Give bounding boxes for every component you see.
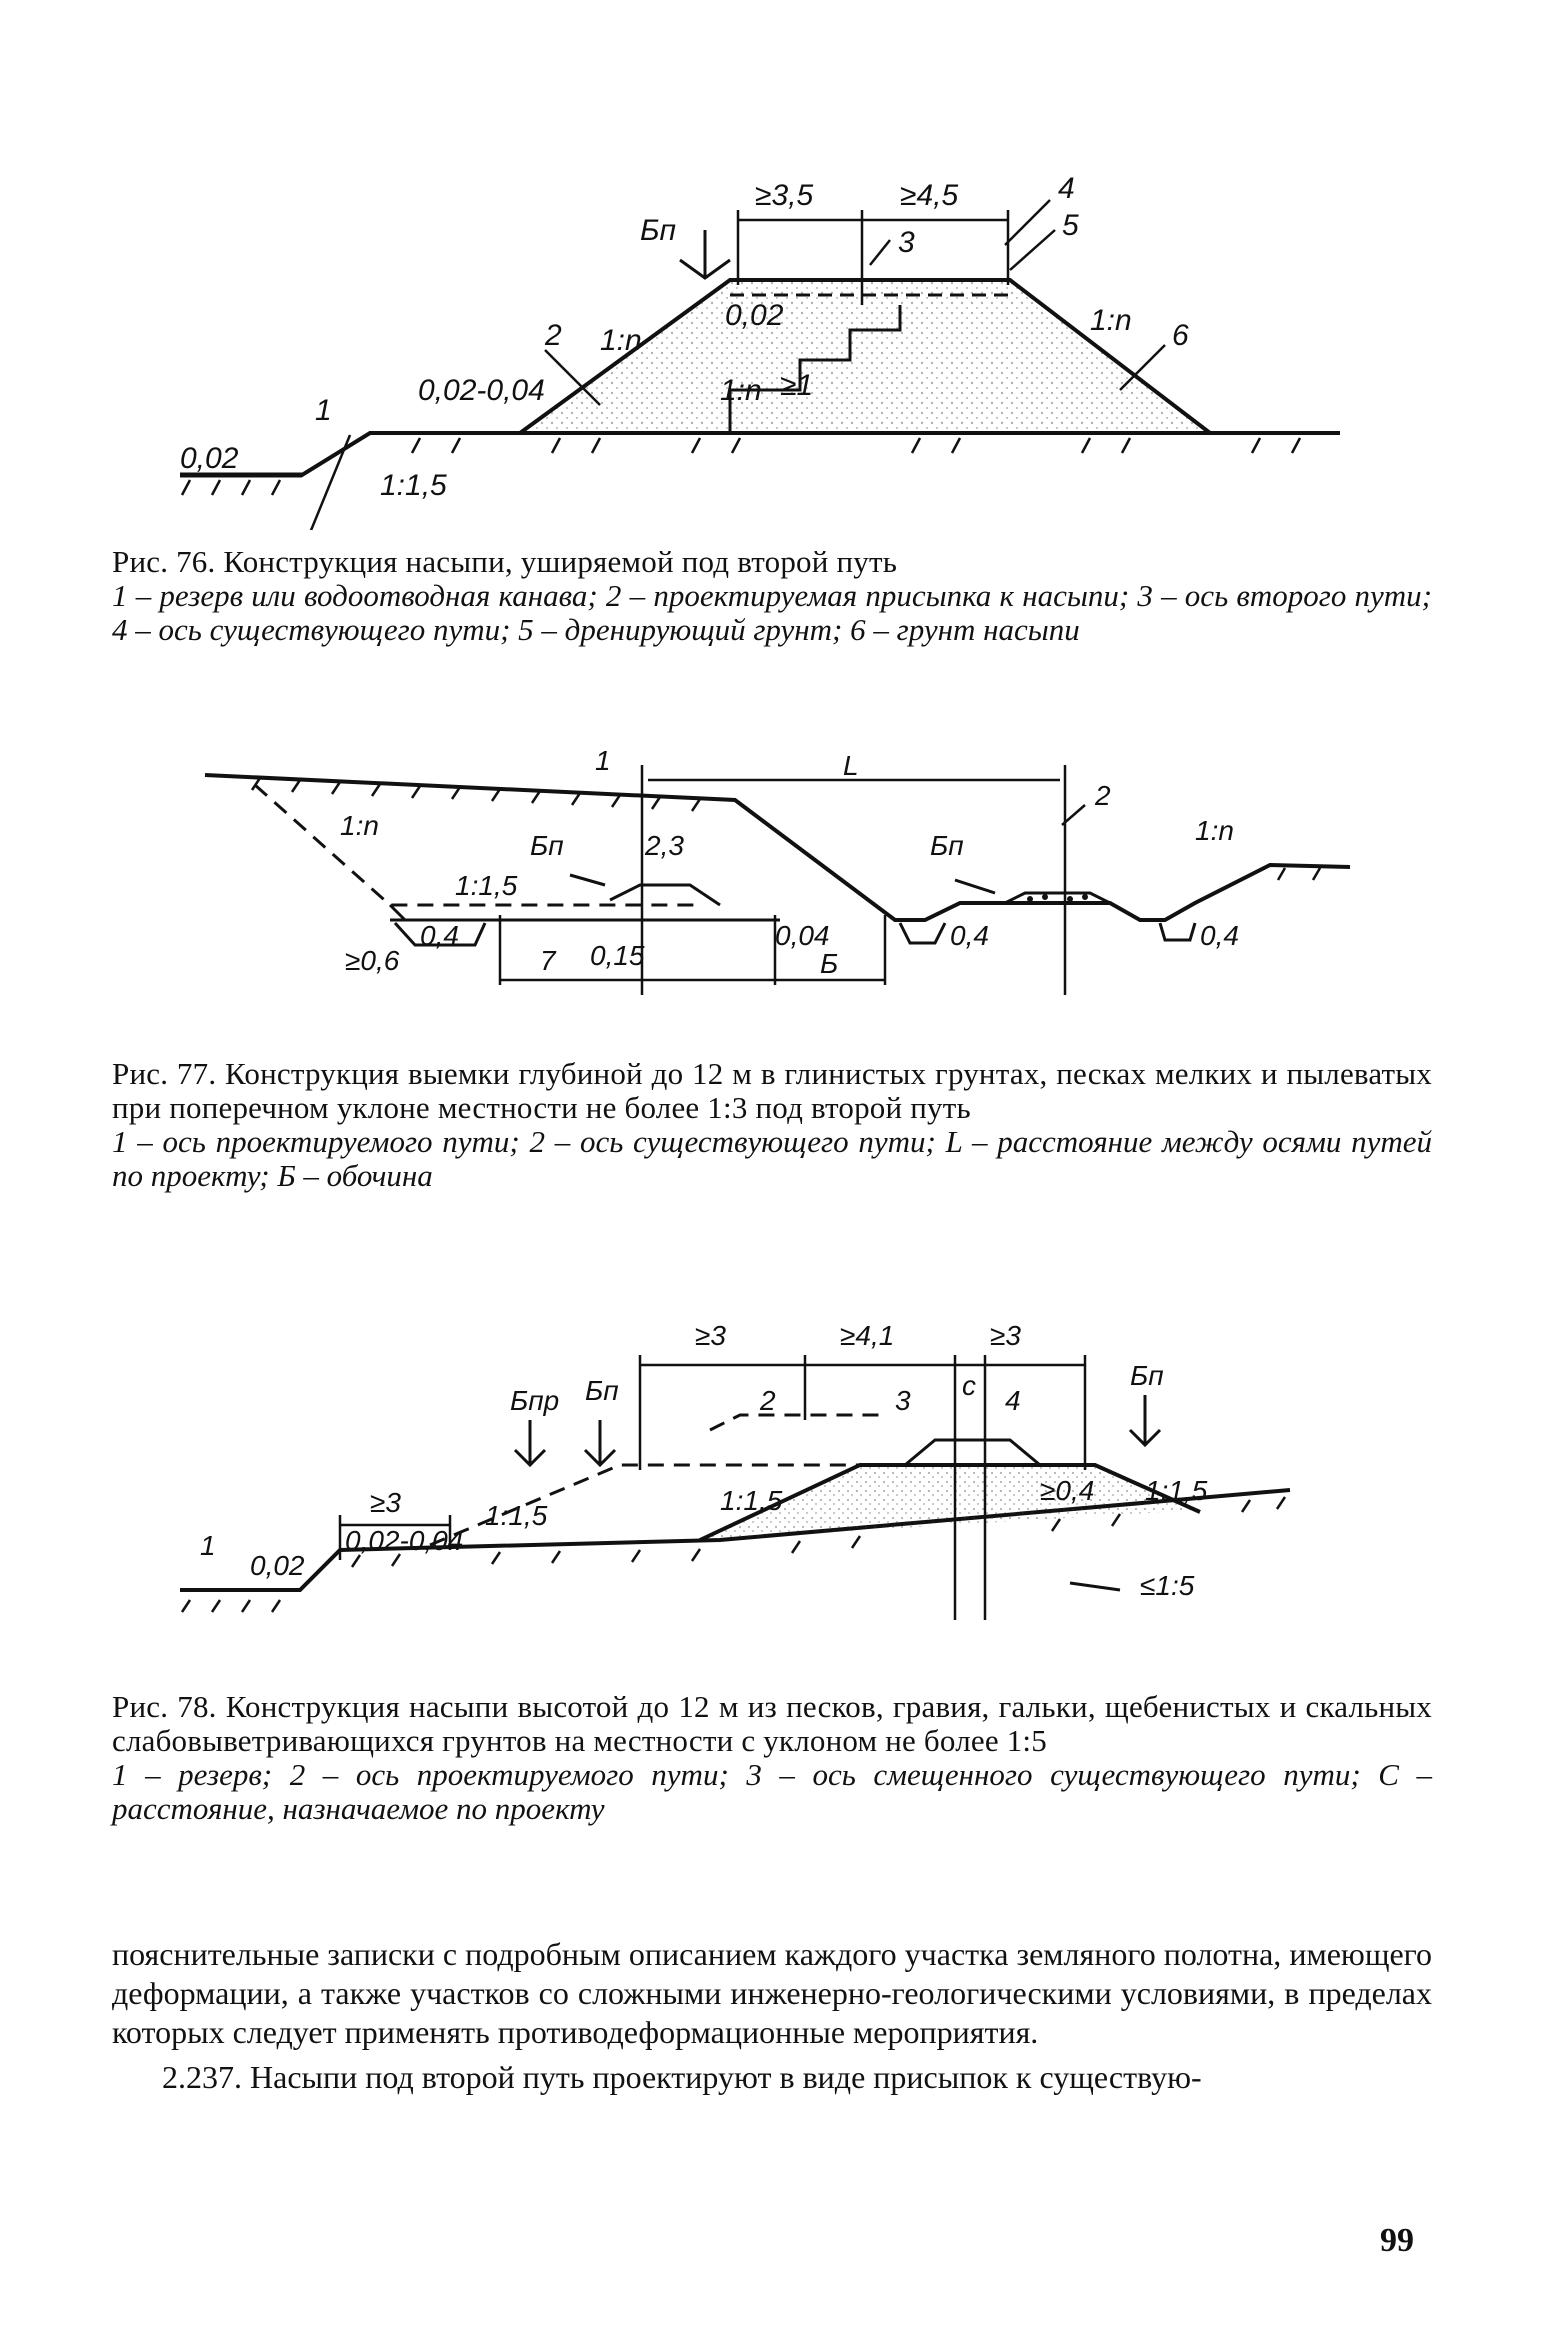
callout-2: 2 [545,319,562,352]
page-number: 99 [1380,2222,1414,2259]
dim-2-3: 2,3 [645,830,684,861]
callout-4: 4 [1005,1385,1021,1416]
callout-6: 6 [1172,319,1189,352]
figure-77-caption [112,1057,1432,1193]
slope-b-label: 1:1,5 [720,1485,783,1516]
paragraph-2-237: 2.237. Насыпи под второй путь проектируют в виде присыпок к существую- [162,2059,1202,2095]
body-text [112,1935,1432,2097]
bp-label-1: Бп [585,1375,619,1406]
dim-0-4: ≥0,4 [1040,1475,1095,1506]
grade-ditch-label: 0,02 [180,442,239,475]
figure-78-legend: 1 – резерв; 2 – ось проектируемого пути; 3 – ось смещенного существующего пути; С – расстояние, назначаемое по проекту [112,1757,1432,1826]
bp-label-1: Бп [530,830,564,861]
figure-78-caption [112,1690,1432,1826]
paragraph-continuation: пояснительные записки с подробным описанием каждого участка земляного полотна, имеющего деформации, а также участков со сложными инженерно-геологическими условиями, в пределах которых следует применять противодеформационные мероприятия. [112,1936,1432,2050]
cutting-diagram [0,745,1564,1015]
callout-1: 1 [595,745,611,776]
dim-3-left: ≥3 [695,1320,726,1351]
figure-76-title: Рис. 76. Конструкция насыпи, уширяемой под второй путь [112,544,898,579]
dim-3-reserve: ≥3 [370,1487,401,1518]
dim-3-right: ≥3 [990,1320,1021,1351]
figure-77-legend: 1 – ось проектируемого пути; 2 – ось существующего пути; L – расстояние между осями путей по проекту; Б – обочина [112,1124,1432,1193]
figure-76-drawing [0,150,1564,530]
ground-slope-label: ≤1:5 [1140,1570,1195,1601]
callout-5: 5 [1062,209,1079,242]
slope-step-label: 1:n [720,374,762,407]
slope-right-label: 1:n [1090,304,1132,337]
callout-2: 2 [760,1385,776,1416]
bp-label-2: Бп [1130,1360,1164,1391]
step-label: ≥1 [780,369,814,402]
figure-76-caption [112,545,1432,647]
callout-3: 3 [898,226,915,259]
distance-L-label: L [843,750,859,781]
dim-0-6: ≥0,6 [345,945,400,976]
embankment-widening-diagram [0,150,1564,530]
slope-left-label: 1:n [600,324,642,357]
embankment-diagram [0,1300,1564,1650]
dim-0-4-a: 0,4 [420,920,459,951]
callout-4: 4 [1058,172,1075,205]
slope-c-label: 1:1,5 [455,870,518,901]
callout-2: 2 [1095,780,1111,811]
figure-78-title: Рис. 78. Конструкция насыпи высотой до 12 м из песков, гравия, гальки, щебенистых и скальных слабовыветривающихся грунтов на местности с уклоном не более 1:5 [112,1689,1432,1758]
dim-label-4-5: ≥4,5 [900,179,959,212]
dim-0-04: 0,04 [775,920,830,951]
slope-a-label: 1:1,5 [485,1500,548,1531]
slope-b-label: 1:n [1195,815,1234,846]
figure-77-title: Рис. 77. Конструкция выемки глубиной до 12 м в глинистых грунтах, песках мелких и пылеватых при поперечном уклоне местности не более 1:3 под второй путь [112,1056,1432,1125]
callout-1: 1 [200,1530,216,1561]
figure-78-drawing [0,1300,1564,1650]
bp-label-2: Бп [930,830,964,861]
figure-76-legend: 1 – резерв или водоотводная канава; 2 – проектируемая присыпка к насыпи; 3 – ось второго пути; 4 – ось существующего пути; 5 – дренирующий грунт; 6 – грунт насыпи [112,578,1432,647]
dim-0-15: 0,15 [590,940,645,971]
dim-4-1: ≥4,1 [840,1320,895,1351]
grade-a-label: 0,02 [250,1550,305,1581]
grade-mid-label: 0,02-0,04 [418,374,545,407]
dim-0-4-b: 0,4 [950,920,989,951]
ditch-slope-label: 1:1,5 [380,469,447,502]
grade-b-label: 0,02-0,04 [345,1525,464,1556]
callout-3: 3 [895,1385,911,1416]
dim-0-4-c: 0,4 [1200,920,1239,951]
bp-label: Бп [640,214,677,247]
c-label: с [962,1370,976,1401]
bpr-label: Бпр [510,1385,560,1416]
grade-top-label: 0,02 [725,299,784,332]
dim-label-3-5: ≥3,5 [755,179,814,212]
slope-c-label: 1:1,5 [1145,1475,1208,1506]
dim-B: Б [820,948,839,979]
slope-a-label: 1:n [340,810,379,841]
dim-7: 7 [540,945,556,976]
callout-1: 1 [315,394,332,427]
figure-77-drawing [0,745,1564,1015]
